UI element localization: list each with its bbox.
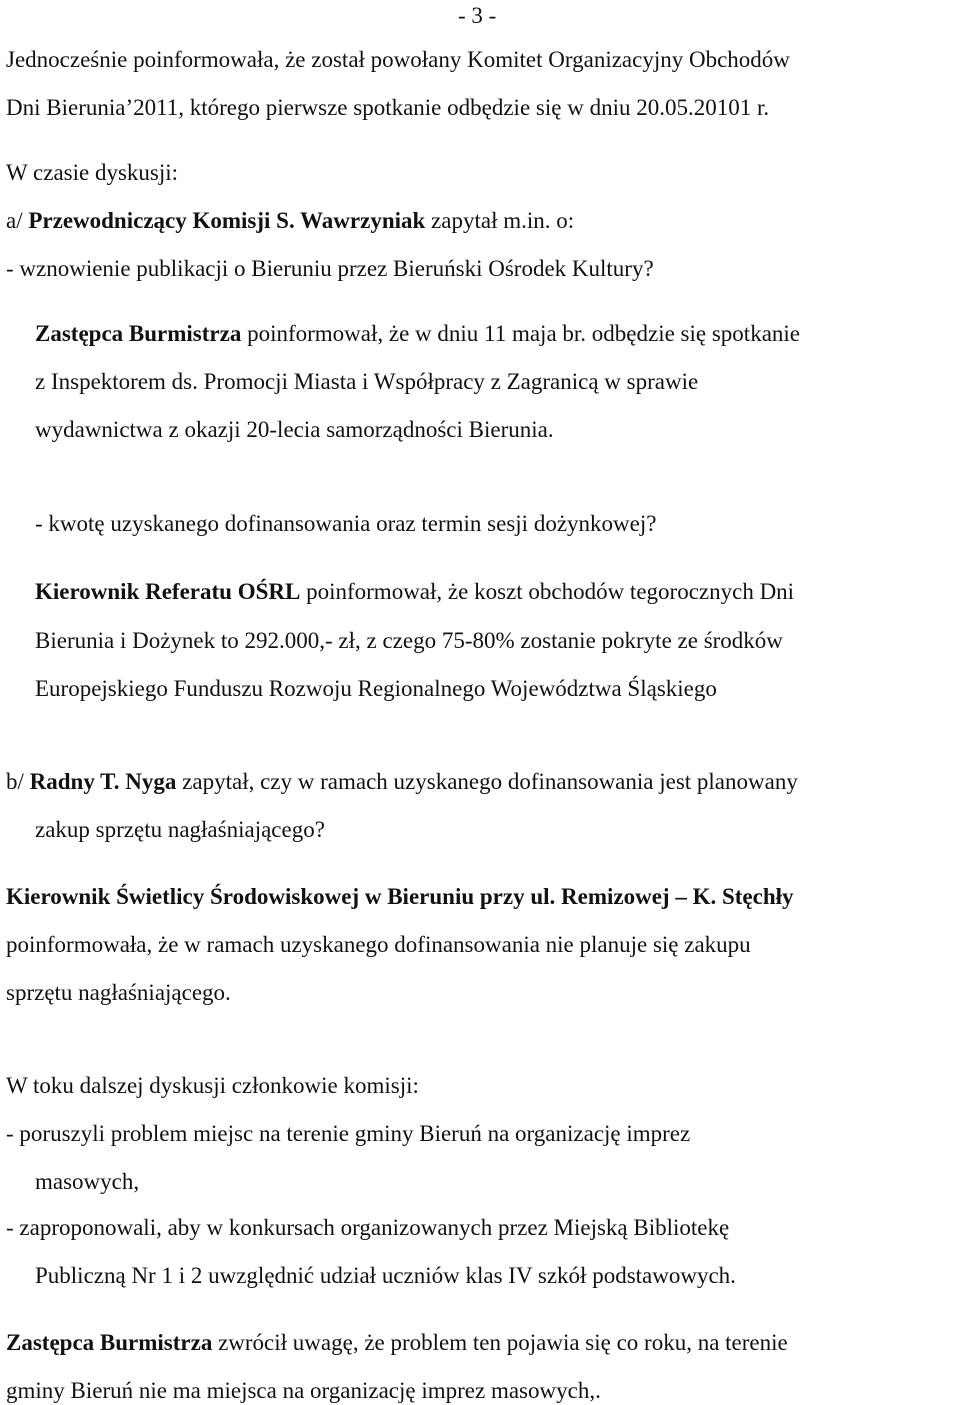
item-a-question-heading bbox=[6, 207, 574, 235]
speaker-name: Przewodniczący Komisji S. Wawrzyniak bbox=[28, 208, 426, 233]
speaker-name: Kierownik Referatu OŚRL bbox=[35, 579, 301, 604]
answer-text: poinformował, że w dniu 11 maja br. odbędzie się spotkanie bbox=[241, 321, 800, 346]
question-line: zakup sprzętu nagłaśniającego? bbox=[35, 817, 325, 842]
closing-text: zwrócił uwagę, że problem ten pojawia się co roku, na terenie bbox=[212, 1330, 788, 1355]
page-number: - 3 - bbox=[458, 3, 497, 28]
answer-line bbox=[35, 578, 794, 606]
item-b-question bbox=[6, 768, 798, 796]
speaker-name: Zastępca Burmistrza bbox=[35, 321, 242, 346]
speaker-name: Radny T. Nyga bbox=[29, 769, 177, 794]
answer-line: poinformowała, że w ramach uzyskanego dofinansowania nie planuje się zakupu bbox=[6, 932, 751, 957]
discussion-intro: W czasie dyskusji: bbox=[6, 160, 179, 185]
paragraph-line: Dni Bierunia’2011, którego pierwsze spotkanie odbędzie się w dniu 20.05.20101 r. bbox=[6, 95, 770, 120]
closing-line: gminy Bieruń nie ma miejsca na organizację imprez masowych,. bbox=[6, 1378, 601, 1403]
answer-line: z Inspektorem ds. Promocji Miasta i Współpracy z Zagranicą w sprawie bbox=[35, 369, 699, 394]
list-item: - zaproponowali, aby w konkursach organizowanych przez Miejską Bibliotekę bbox=[6, 1215, 730, 1240]
list-item-continuation: Publiczną Nr 1 i 2 uwzględnić udział uczniów klas IV szkół podstawowych. bbox=[35, 1263, 736, 1288]
list-item: - poruszyli problem miejsc na terenie gminy Bieruń na organizację imprez bbox=[6, 1121, 691, 1146]
speaker-name: Kierownik Świetlicy Środowiskowej w Bieruniu przy ul. Remizowej – K. Stęchły bbox=[6, 884, 794, 909]
closing-line bbox=[6, 1329, 788, 1357]
paragraph-line: Jednocześnie poinformowała, że został powołany Komitet Organizacyjny Obchodów bbox=[6, 47, 790, 72]
list-item-continuation: masowych, bbox=[35, 1169, 140, 1194]
answer-line: Bierunia i Dożynek to 292.000,- zł, z czego 75-80% zostanie pokryte ze środków bbox=[35, 628, 783, 653]
answer-speaker bbox=[6, 883, 794, 911]
item-a-verb: zapytał m.in. o: bbox=[425, 208, 575, 233]
further-intro: W toku dalszej dyskusji członkowie komisji: bbox=[6, 1073, 419, 1098]
answer-text: poinformował, że koszt obchodów tegorocznych Dni bbox=[300, 579, 795, 604]
item-a-prefix: a/ bbox=[6, 208, 29, 233]
item-b-prefix: b/ bbox=[6, 769, 30, 794]
answer-line: Europejskiego Funduszu Rozwoju Regionalnego Województwa Śląskiego bbox=[35, 676, 717, 701]
question-line: - wznowienie publikacji o Bieruniu przez Bieruński Ośrodek Kultury? bbox=[6, 256, 654, 281]
answer-line bbox=[35, 320, 800, 348]
answer-line: wydawnictwa z okazji 20-lecia samorządności Bierunia. bbox=[35, 417, 554, 442]
question-line: - kwotę uzyskanego dofinansowania oraz termin sesji dożynkowej? bbox=[35, 511, 657, 536]
question-text: zapytał, czy w ramach uzyskanego dofinansowania jest planowany bbox=[176, 769, 798, 794]
answer-line: sprzętu nagłaśniającego. bbox=[6, 980, 231, 1005]
speaker-name: Zastępca Burmistrza bbox=[6, 1330, 213, 1355]
